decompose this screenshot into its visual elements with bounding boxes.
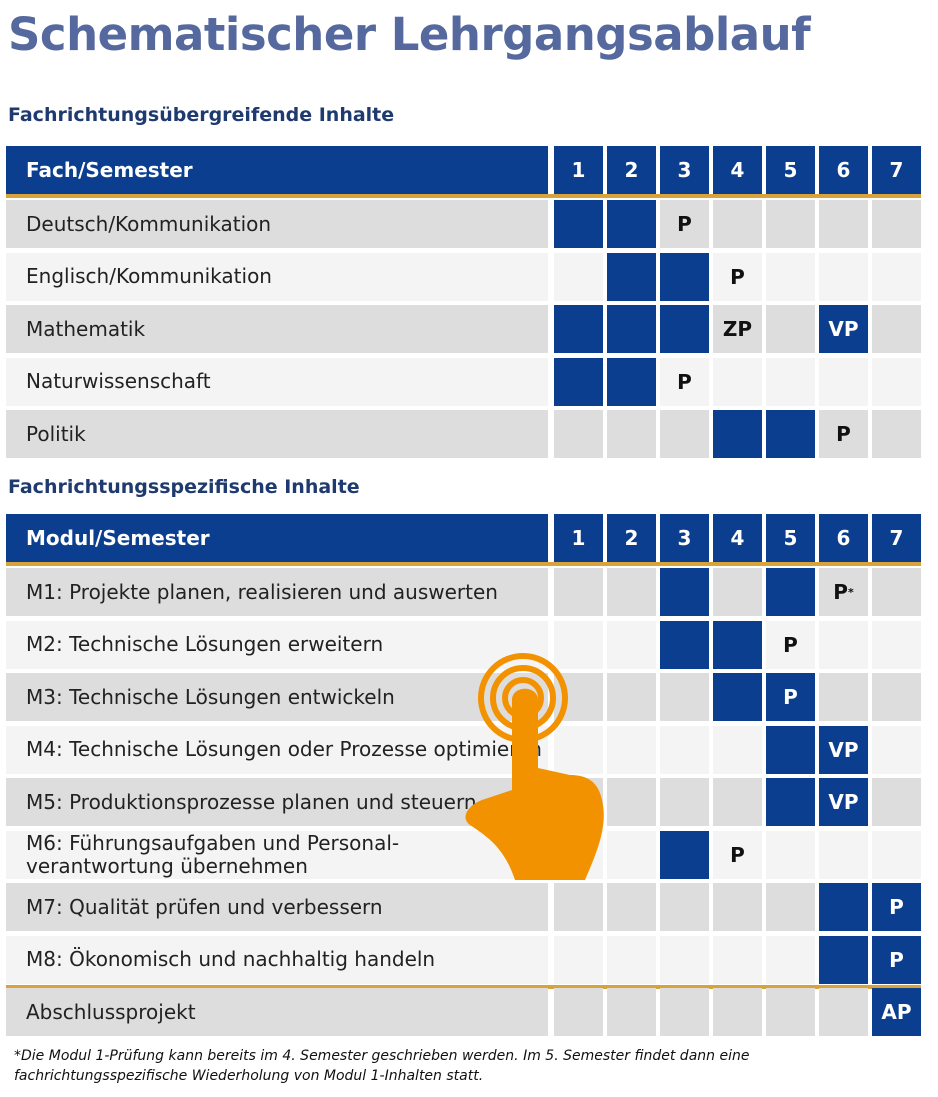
table-row bbox=[6, 358, 921, 406]
semester-header-1: 1 bbox=[554, 514, 603, 562]
semester-cell bbox=[660, 936, 709, 984]
semester-header-6: 6 bbox=[819, 146, 868, 194]
semester-cell bbox=[819, 200, 868, 248]
semester-cell bbox=[713, 988, 762, 1036]
semester-cell bbox=[713, 936, 762, 984]
header-divider bbox=[6, 562, 921, 566]
semester-cell bbox=[872, 831, 921, 879]
semester-cell bbox=[766, 988, 815, 1036]
semester-cell bbox=[766, 200, 815, 248]
semester-cell bbox=[660, 726, 709, 774]
semester-cell bbox=[607, 410, 656, 458]
exam-mark: ZP bbox=[722, 317, 753, 341]
header-divider bbox=[6, 194, 921, 198]
semester-cell bbox=[660, 778, 709, 826]
semester-cell bbox=[607, 831, 656, 879]
semester-cell-active bbox=[819, 778, 868, 826]
semester-cell-active bbox=[660, 621, 709, 669]
semester-cell bbox=[819, 253, 868, 301]
exam-mark: P bbox=[783, 685, 798, 709]
semester-cell bbox=[766, 621, 815, 669]
semester-cell bbox=[766, 883, 815, 931]
footnote: *Die Modul 1-Prüfung kann bereits im 4. Semester geschrieben werden. Im 5. Semester findet dann eine fachrichtungsspezifische Wiederholung von Modul 1-Inhalten statt. bbox=[14, 1048, 750, 1084]
semester-cell-active bbox=[713, 621, 762, 669]
semester-header-4: 4 bbox=[713, 514, 762, 562]
semester-cell bbox=[819, 831, 868, 879]
semester-cell bbox=[713, 568, 762, 616]
section-title-general: Fachrichtungsübergreifende Inhalte bbox=[8, 104, 395, 126]
semester-header-3: 3 bbox=[660, 514, 709, 562]
semester-cell bbox=[713, 726, 762, 774]
semester-cell-active bbox=[713, 410, 762, 458]
semester-header-4: 4 bbox=[713, 146, 762, 194]
row-label: M2: Technische Lösungen erweitern bbox=[6, 621, 548, 669]
exam-mark: P bbox=[677, 369, 692, 394]
semester-cell bbox=[660, 988, 709, 1036]
row-label: Mathematik bbox=[6, 305, 548, 353]
semester-header-2: 2 bbox=[607, 514, 656, 562]
row-label: M8: Ökonomisch und nachhaltig handeln bbox=[6, 936, 548, 984]
row-label: M5: Produktionsprozesse planen und steuern bbox=[6, 778, 548, 826]
semester-cell-active bbox=[554, 200, 603, 248]
row-label: M3: Technische Lösungen entwickeln bbox=[6, 673, 548, 721]
semester-cell bbox=[872, 305, 921, 353]
semester-cell bbox=[607, 883, 656, 931]
exam-mark: P bbox=[836, 422, 851, 446]
semester-cell-active bbox=[819, 936, 868, 984]
semester-cell bbox=[607, 726, 656, 774]
semester-cell bbox=[872, 568, 921, 616]
exam-mark: P bbox=[783, 632, 798, 657]
exam-mark: VP bbox=[828, 317, 859, 341]
exam-mark: AP bbox=[881, 1000, 912, 1024]
semester-header-3: 3 bbox=[660, 146, 709, 194]
semester-cell bbox=[766, 831, 815, 879]
semester-cell-active bbox=[872, 883, 921, 931]
semester-cell-active bbox=[872, 988, 921, 1036]
semester-cell-active bbox=[766, 568, 815, 616]
semester-cell bbox=[819, 621, 868, 669]
semester-cell bbox=[713, 200, 762, 248]
semester-cell-active bbox=[607, 358, 656, 406]
semester-cell bbox=[872, 358, 921, 406]
row-label: M7: Qualität prüfen und verbessern bbox=[6, 883, 548, 931]
semester-cell bbox=[819, 410, 868, 458]
semester-cell bbox=[607, 621, 656, 669]
table-row bbox=[6, 410, 921, 458]
semester-cell-active bbox=[554, 358, 603, 406]
semester-cell-active bbox=[660, 305, 709, 353]
semester-cell bbox=[872, 673, 921, 721]
exam-mark: P bbox=[677, 212, 692, 236]
exam-mark: VP bbox=[828, 737, 859, 762]
semester-cell bbox=[554, 253, 603, 301]
exam-mark: P bbox=[730, 264, 745, 289]
exam-mark: VP bbox=[828, 790, 859, 814]
semester-header-1: 1 bbox=[554, 146, 603, 194]
semester-header-7: 7 bbox=[872, 146, 921, 194]
semester-cell bbox=[607, 568, 656, 616]
semester-cell bbox=[872, 410, 921, 458]
tap-hand-icon bbox=[460, 650, 610, 890]
semester-cell bbox=[660, 410, 709, 458]
row-label: M1: Projekte planen, realisieren und auswerten bbox=[6, 568, 548, 616]
semester-cell bbox=[766, 253, 815, 301]
semester-cell bbox=[660, 673, 709, 721]
table-row bbox=[6, 936, 921, 984]
semester-cell bbox=[819, 358, 868, 406]
semester-cell-active bbox=[872, 936, 921, 984]
table-row bbox=[6, 253, 921, 301]
semester-cell bbox=[766, 305, 815, 353]
semester-cell bbox=[713, 358, 762, 406]
semester-cell bbox=[872, 726, 921, 774]
exam-mark: P bbox=[889, 947, 904, 972]
semester-cell bbox=[713, 305, 762, 353]
exam-mark: P bbox=[730, 842, 745, 867]
semester-cell bbox=[766, 358, 815, 406]
exam-mark: P bbox=[889, 895, 904, 919]
table-row bbox=[6, 200, 921, 248]
row-label: Deutsch/Kommunikation bbox=[6, 200, 548, 248]
row-label: Politik bbox=[6, 410, 548, 458]
table-row bbox=[6, 568, 921, 616]
semester-cell-active bbox=[607, 200, 656, 248]
section-title-specific: Fachrichtungsspezifische Inhalte bbox=[8, 476, 360, 498]
semester-cell bbox=[819, 568, 868, 616]
semester-cell-active bbox=[766, 410, 815, 458]
table-row bbox=[6, 988, 921, 1036]
header-label: Fach/Semester bbox=[6, 146, 548, 194]
row-label: M4: Technische Lösungen oder Prozesse optimieren bbox=[6, 726, 548, 774]
semester-cell-active bbox=[660, 253, 709, 301]
row-label: M6: Führungsaufgaben und Personal- verantwortung übernehmen bbox=[6, 831, 548, 879]
semester-cell bbox=[713, 831, 762, 879]
semester-cell-active bbox=[607, 253, 656, 301]
semester-cell bbox=[872, 778, 921, 826]
table-row bbox=[6, 883, 921, 931]
semester-cell-active bbox=[819, 883, 868, 931]
semester-cell bbox=[554, 883, 603, 931]
semester-cell-active bbox=[766, 726, 815, 774]
semester-cell-active bbox=[713, 673, 762, 721]
exam-mark: P * bbox=[833, 580, 854, 604]
semester-header-5: 5 bbox=[766, 146, 815, 194]
semester-cell bbox=[872, 253, 921, 301]
page-title: Schematischer Lehrgangsablauf bbox=[8, 8, 811, 61]
semester-cell bbox=[660, 358, 709, 406]
row-label: Englisch/Kommunikation bbox=[6, 253, 548, 301]
semester-cell bbox=[766, 936, 815, 984]
semester-cell-active bbox=[819, 726, 868, 774]
semester-cell bbox=[819, 988, 868, 1036]
semester-cell-active bbox=[766, 778, 815, 826]
semester-header-2: 2 bbox=[607, 146, 656, 194]
semester-cell bbox=[554, 936, 603, 984]
semester-cell bbox=[607, 988, 656, 1036]
row-label: Abschlussprojekt bbox=[6, 988, 548, 1036]
semester-cell bbox=[554, 410, 603, 458]
semester-header-6: 6 bbox=[819, 514, 868, 562]
semester-cell bbox=[819, 673, 868, 721]
semester-cell bbox=[660, 200, 709, 248]
semester-cell bbox=[607, 673, 656, 721]
semester-header-7: 7 bbox=[872, 514, 921, 562]
semester-cell-active bbox=[607, 305, 656, 353]
row-label: Naturwissenschaft bbox=[6, 358, 548, 406]
semester-cell bbox=[872, 200, 921, 248]
semester-cell bbox=[554, 568, 603, 616]
semester-cell bbox=[713, 778, 762, 826]
semester-cell-active bbox=[660, 831, 709, 879]
semester-cell bbox=[554, 988, 603, 1036]
semester-cell-active bbox=[660, 568, 709, 616]
semester-cell bbox=[713, 883, 762, 931]
semester-cell-active bbox=[819, 305, 868, 353]
semester-cell-active bbox=[554, 305, 603, 353]
header-label: Modul/Semester bbox=[6, 514, 548, 562]
semester-cell bbox=[713, 253, 762, 301]
semester-cell bbox=[607, 778, 656, 826]
semester-cell bbox=[607, 936, 656, 984]
semester-cell-active bbox=[766, 673, 815, 721]
semester-cell bbox=[872, 621, 921, 669]
semester-cell bbox=[660, 883, 709, 931]
semester-header-5: 5 bbox=[766, 514, 815, 562]
table-row bbox=[6, 305, 921, 353]
